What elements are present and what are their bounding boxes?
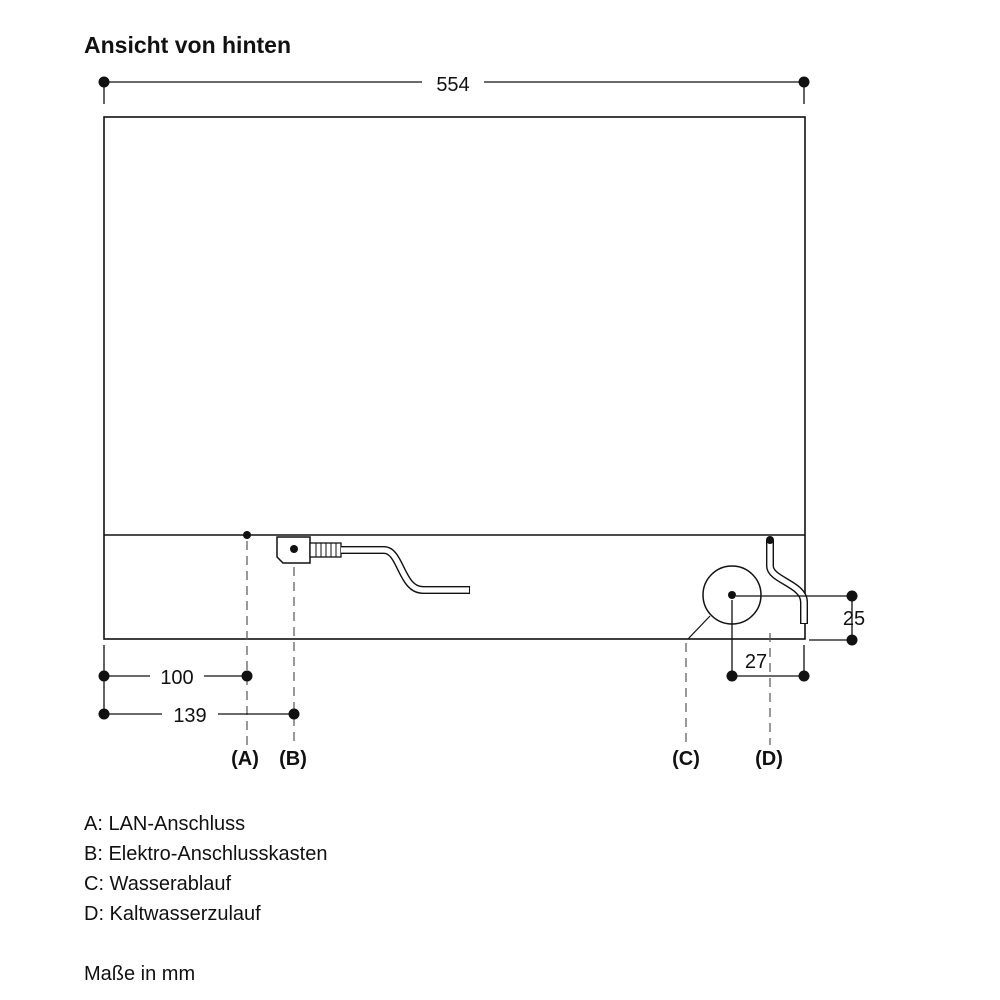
appliance-outline [104, 117, 805, 639]
width-dimension-dot-right [799, 77, 810, 88]
legend-item: D: Kaltwasserzulauf [84, 903, 261, 925]
legend-item: A: LAN-Anschluss [84, 813, 246, 835]
electrical-connection-box [277, 537, 470, 745]
lan-connection [243, 531, 251, 745]
legend-item: B: Elektro-Anschlusskasten [84, 843, 328, 865]
marker-a: (A) [231, 748, 259, 770]
lan-offset-dot-left [99, 671, 110, 682]
legend-item: C: Wasserablauf [84, 873, 232, 895]
water-drain-center [728, 591, 736, 599]
water-drain-leader [688, 616, 710, 639]
drain-vertical-label: 25 [842, 608, 866, 630]
drain-horizontal-dot-right [799, 671, 810, 682]
width-dimension-dot-left [99, 77, 110, 88]
drain-vertical-dot-bottom [847, 635, 858, 646]
drain-horizontal-dot-left [727, 671, 738, 682]
drain-horizontal-label: 27 [744, 651, 768, 673]
lan-connection-dot [243, 531, 251, 539]
cold-water-inlet [766, 536, 804, 745]
marker-c: (C) [672, 748, 700, 770]
legend [84, 809, 327, 929]
marker-b: (B) [279, 748, 307, 770]
width-dimension-label: 554 [436, 74, 470, 96]
electrical-offset-label: 139 [173, 705, 207, 727]
connection-box-dot [290, 545, 298, 553]
inlet-connection-dot [766, 536, 774, 544]
drain-horizontal-dimension [727, 600, 810, 682]
electrical-offset-dot-left [99, 709, 110, 720]
marker-labels [231, 748, 783, 770]
page-title: Ansicht von hinten [84, 32, 291, 58]
drain-vertical-dot-top [847, 591, 858, 602]
lan-offset-label: 100 [160, 667, 194, 689]
marker-d: (D) [755, 748, 783, 770]
lan-offset-dot-right [242, 671, 253, 682]
electrical-offset-dot-right [289, 709, 300, 720]
appliance-body [104, 117, 805, 639]
width-dimension [99, 74, 810, 104]
left-offset-dimensions [99, 645, 300, 727]
inlet-hose-inner [770, 541, 804, 623]
power-cable [341, 550, 470, 590]
units-note: Maße in mm [84, 963, 196, 985]
